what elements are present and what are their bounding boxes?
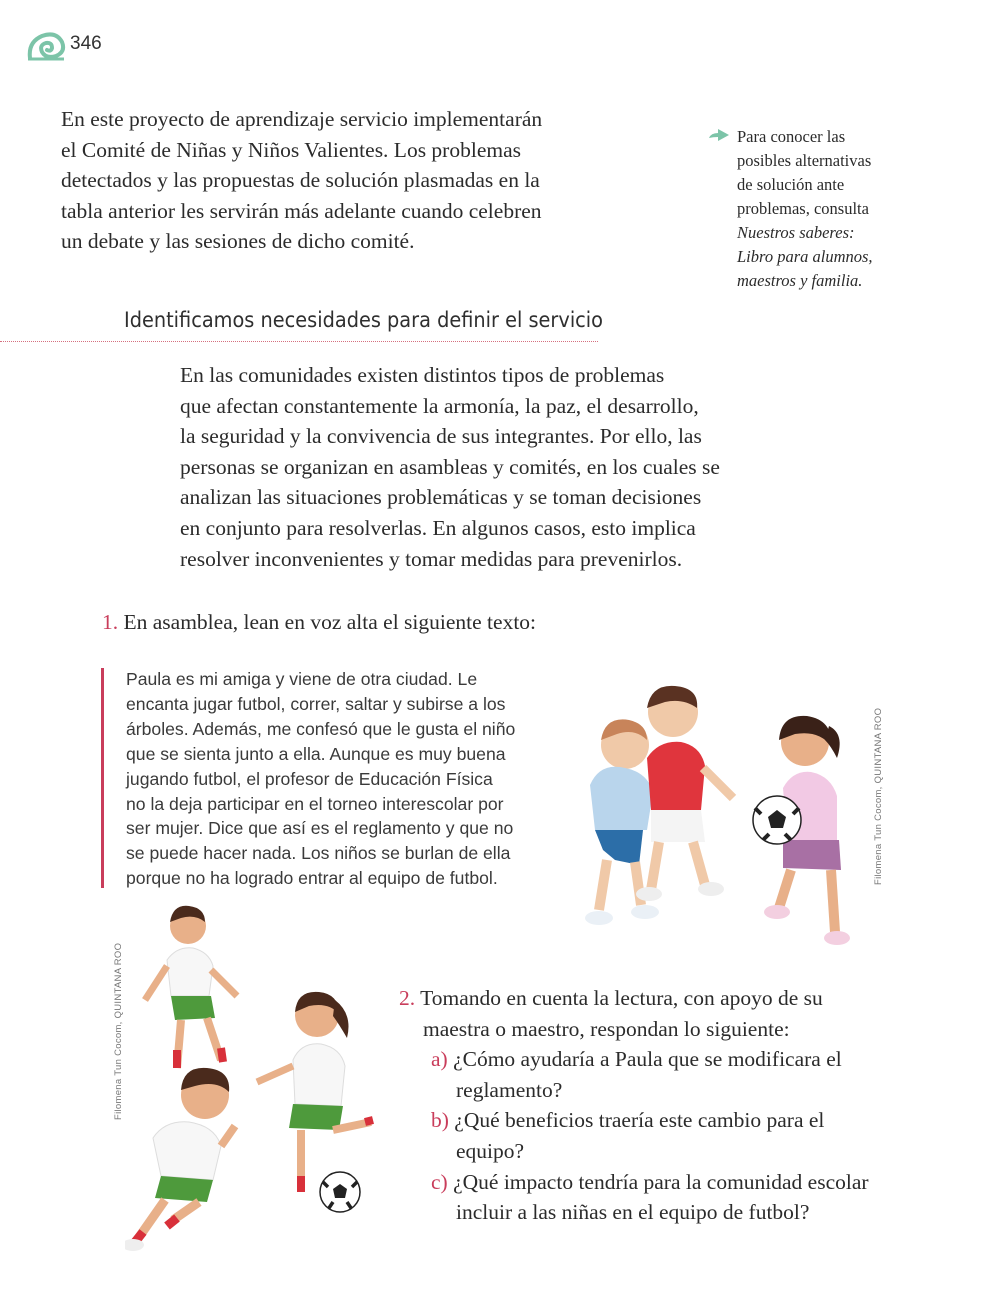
side-note [708, 125, 908, 293]
quote-line: porque no ha logrado entrar al equipo de futbol. [126, 868, 498, 889]
section-divider [0, 341, 598, 342]
quote-bar [101, 668, 104, 888]
sub-question-text: ¿Cómo ayudaría a Paula que se modificara el [453, 1047, 842, 1072]
intro-line: el Comité de Niñas y Niños Valientes. Los problemas [61, 137, 521, 162]
soccer-ball-icon [753, 796, 801, 844]
page-number: 346 [70, 33, 102, 54]
side-note-line: problemas, consulta [737, 199, 869, 218]
side-note-line: de solución ante [737, 175, 845, 194]
body-line: En las comunidades existen distintos tipos de problemas [180, 363, 665, 387]
side-note-book-title: Nuestros saberes: [737, 223, 855, 242]
intro-line: un debate y las sesiones de dicho comité. [61, 229, 415, 254]
quote-line: ser mujer. Dice que así es el reglamento y que no [126, 818, 514, 839]
body-line: la seguridad y la convivencia de sus integrantes. Por ello, las [180, 424, 702, 449]
sub-question-text: incluir a las niñas en el equipo de futbol? [456, 1200, 810, 1225]
illustration-credit: Filomena Tun Cocom, QUINTANA ROO [873, 707, 884, 885]
body-line: personas se organizan en asambleas y comités, en los cuales se [180, 454, 720, 479]
sub-question-letter: a) [431, 1047, 448, 1072]
intro-line: detectados y las propuestas de solución plasmadas en la [61, 168, 540, 193]
body-line: analizan las situaciones problemáticas y se toman decisiones [180, 485, 702, 510]
question-number: 2. [399, 986, 416, 1010]
sub-question-a [399, 1044, 919, 1075]
soccer-ball-icon [320, 1172, 360, 1212]
arrow-right-icon [708, 129, 730, 143]
question-1 [102, 610, 536, 635]
sub-question-text: ¿Qué impacto tendría para la comunidad escolar [453, 1169, 869, 1194]
boy-running-top [145, 906, 237, 1068]
body-line: en conjunto para resolverlas. En algunos casos, esto implica [180, 515, 696, 540]
quote-line: árboles. Además, me confesó que le gusta el niño [126, 718, 516, 739]
side-note-line: Para conocer las [737, 127, 846, 146]
question-2 [399, 983, 919, 1228]
side-note-book-title: Libro para alumnos, [737, 247, 873, 266]
body-paragraph [180, 360, 740, 574]
kids-running-soccer-illustration [125, 900, 395, 1255]
quote-line: que se sienta junto a ella. Aunque es muy buena [126, 743, 506, 764]
spiral-logo-icon [26, 28, 66, 62]
quote-line: Paula es mi amiga y viene de otra ciudad. Le [126, 669, 478, 689]
quote-line: no la deja participar en el torneo interescolar por [126, 793, 504, 814]
side-note-line: posibles alternativas [737, 151, 872, 170]
intro-line: En este proyecto de aprendizaje servicio implementarán [61, 107, 543, 131]
question-text: Tomando en cuenta la lectura, con apoyo de su [420, 986, 823, 1010]
body-line: que afectan constantemente la armonía, la paz, el desarrollo, [180, 393, 699, 418]
sub-question-text: reglamento? [456, 1077, 563, 1102]
section-title: Identificamos necesidades para definir el servicio [124, 308, 604, 332]
quote-line: se puede hacer nada. Los niños se burlan de ella [126, 843, 511, 864]
question-text: En asamblea, lean en voz alta el siguiente texto: [123, 610, 537, 634]
sub-question-text: ¿Qué beneficios traería este cambio para el [454, 1108, 825, 1133]
quote-line: jugando futbol, el profesor de Educación Física [126, 768, 493, 789]
reading-quote [126, 667, 556, 891]
sub-question-c [399, 1167, 919, 1198]
intro-line: tabla anterior les servirán más adelante cuando celebren [61, 198, 542, 223]
sub-question-b [399, 1105, 919, 1136]
girl-running [257, 992, 373, 1192]
intro-paragraph [61, 104, 561, 257]
body-line: resolver inconvenientes y tomar medidas para prevenirlos. [180, 546, 683, 571]
sub-question-letter: b) [431, 1108, 449, 1133]
side-note-book-title: maestros y familia. [737, 271, 863, 290]
sub-question-letter: c) [431, 1169, 448, 1194]
boy-running-bottom [125, 1068, 235, 1251]
question-text: maestra o maestro, respondan lo siguiente: [423, 1016, 790, 1041]
quote-line: encanta jugar futbol, correr, saltar y subirse a los [126, 693, 506, 714]
kids-playing-soccer-illustration [555, 680, 865, 950]
illustration-credit: Filomena Tun Cocom, QUINTANA ROO [113, 942, 124, 1120]
sub-question-text: equipo? [456, 1138, 525, 1163]
boy-red-shirt [636, 686, 733, 901]
question-number: 1. [102, 610, 119, 634]
